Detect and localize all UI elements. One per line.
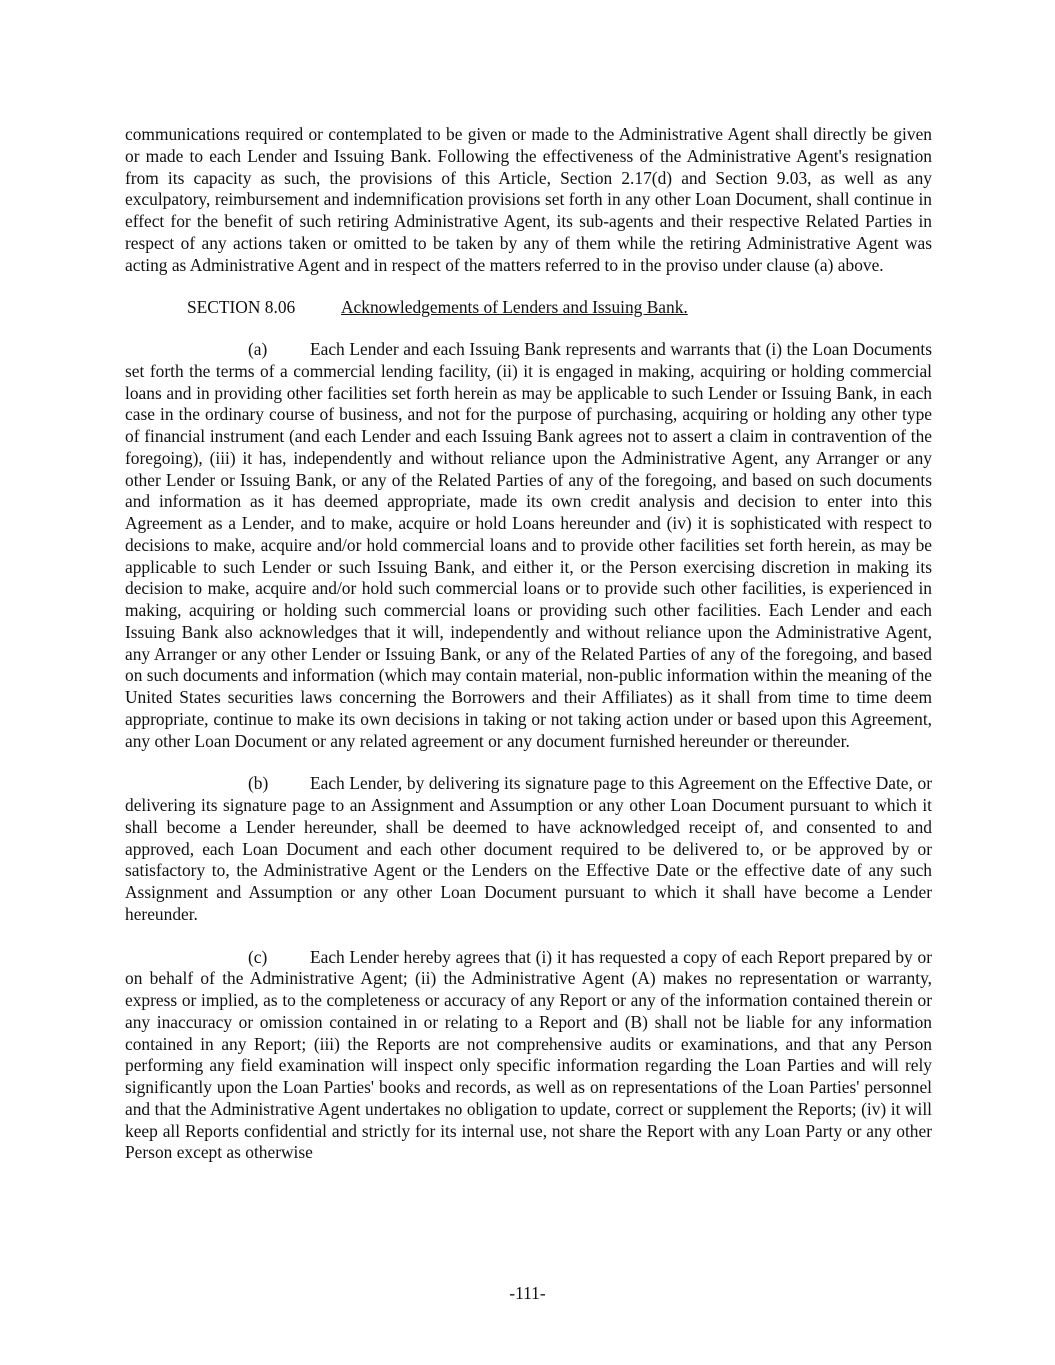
subsection-a (125, 339, 932, 752)
section-heading (125, 297, 932, 319)
subsection-label: (b) (248, 773, 269, 794)
subsection-text: Each Lender, by delivering its signature page to this Agreement on the Effective Date, or delivering its signature page to an Assignment and Assumption or any other Loan Document pursuant to which it shall become a Lender hereunder, shall be deemed to have acknowledged receipt of, and consented to and approved, each Loan Document and each other document required to be delivered to, or be approved by or satisfactory to, the Administrative Agent or the Lenders on the Effective Date or the effective date of any such Assignment and Assumption or any other Loan Document pursuant to which it shall have become a Lender hereunder. (125, 773, 932, 924)
subsection-c (125, 947, 932, 1165)
subsection-text: Each Lender and each Issuing Bank represents and warrants that (i) the Loan Documents set forth the terms of a commercial lending facility, (ii) it is engaged in making, acquiring or holding commercial loans and in providing other facilities set forth herein as may be applicable to such Lender or Issuing Bank, in each case in the ordinary course of business, and not for the purpose of purchasing, acquiring or holding any other type of financial instrument (and each Lender and each Issuing Bank agrees not to assert a claim in contravention of the foregoing), (iii) it has, independently and without reliance upon the Administrative Agent, any Arranger or any other Lender or Issuing Bank, or any of the Related Parties of any of the foregoing, and based on such documents and information as it has deemed appropriate, made its own credit analysis and decision to enter into this Agreement as a Lender, and to make, acquire or hold Loans hereunder and (iv) it is sophisticated with respect to decisions to make, acquire and/or hold commercial loans and to provide other facilities set forth herein, as may be applicable to such Lender or such Issuing Bank, and either it, or the Person exercising discretion in making its decision to make, acquire and/or hold such commercial loans or to provide such other facilities, is experienced in making, acquiring or holding such commercial loans or providing such other facilities. Each Lender and each Issuing Bank also acknowledges that it will, independently and without reliance upon the Administrative Agent, any Arranger or any other Lender or Issuing Bank, or any of the Related Parties of any of the foregoing, and based on such documents and information (which may contain material, non-public information within the meaning of the United States securities laws concerning the Borrowers and their Affiliates) as it shall from time to time deem appropriate, continue to make its own decisions in taking or not taking action under or based upon this Agreement, any other Loan Document or any related agreement or any document furnished hereunder or thereunder. (125, 339, 932, 751)
subsection-label: (a) (248, 339, 268, 359)
subsection-b (125, 773, 932, 925)
section-title: Acknowledgements of Lenders and Issuing Bank. (341, 297, 688, 318)
subsection-label: (c) (248, 946, 268, 967)
subsection-text: Each Lender hereby agrees that (i) it has requested a copy of each Report prepared by or on behalf of the Administrative Agent; (ii) the Administrative Agent (A) makes no representation or warranty, express or implied, as to the completeness or accuracy of any Report or any of the information contained therein or any inaccuracy or omission contained in or relating to a Report and (B) shall not be liable for any information contained in any Report; (iii) the Reports are not comprehensive audits or examinations, and that any Person performing any field examination will inspect only specific information regarding the Loan Parties and will rely significantly upon the Loan Parties' books and records, as well as on representations of the Loan Parties' personnel and that the Administrative Agent undertakes no obligation to update, correct or supplement the Reports; (iv) it will keep all Reports confidential and strictly for its internal use, not share the Report with any Loan Party or any other Person except as otherwise (125, 946, 932, 1163)
section-number: SECTION 8.06 (187, 297, 296, 318)
document-page (125, 124, 932, 1185)
continuation-paragraph: communications required or contemplated to be given or made to the Administrative Agent shall directly be given or made to each Lender and Issuing Bank. Following the effectiveness of the Administrative Agent's resignation from its capacity as such, the provisions of this Article, Section 2.17(d) and Section 9.03, as well as any exculpatory, reimbursement and indemnification provisions set forth in any other Loan Document, shall continue in effect for the benefit of such retiring Administrative Agent, its sub-agents and their respective Related Parties in respect of any actions taken or omitted to be taken by any of them while the retiring Administrative Agent was acting as Administrative Agent and in respect of the matters referred to in the proviso under clause (a) above. (125, 124, 932, 275)
page-number: -111- (509, 1283, 546, 1303)
